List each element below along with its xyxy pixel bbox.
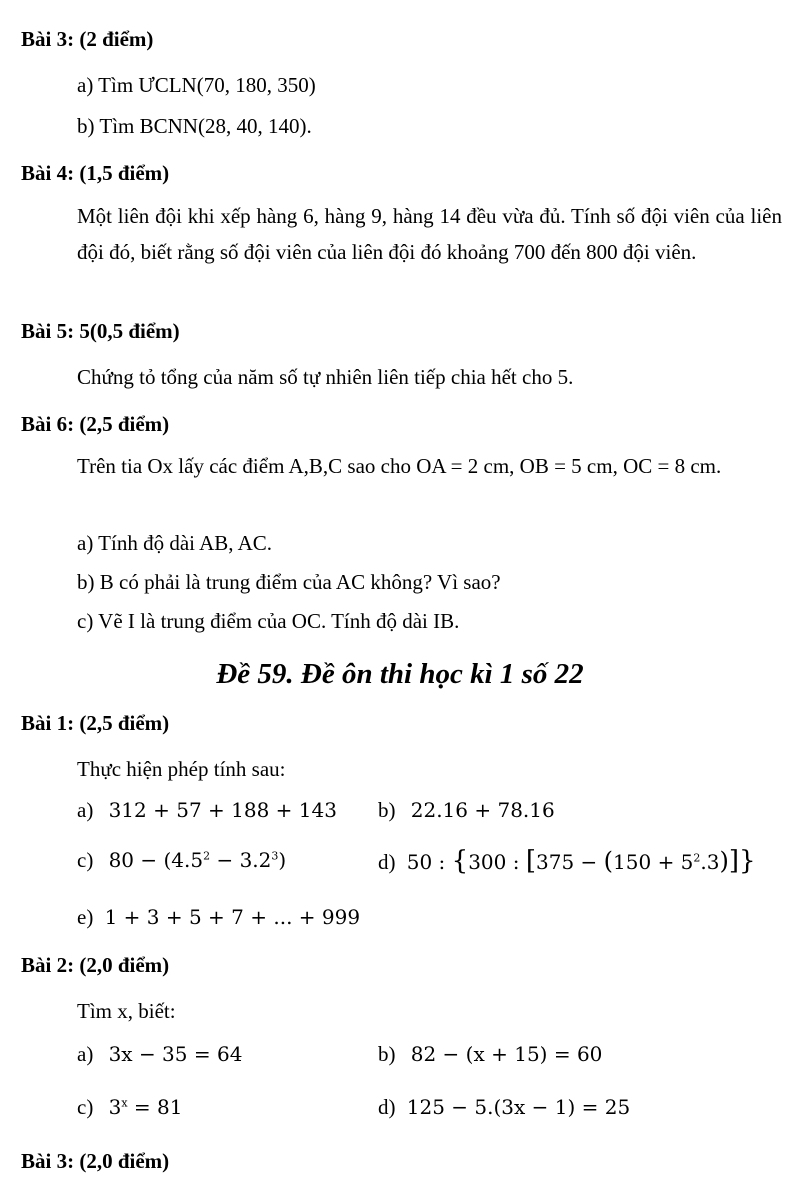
p2-bai1-d — [378, 845, 756, 879]
p2-bai2-b-expr: 82 − (x + 15) = 60 — [410, 1042, 603, 1066]
p2-bai2-c — [77, 1094, 182, 1121]
p2-bai2-a-expr: 3x − 35 = 64 — [108, 1042, 243, 1066]
bai3-item-a: a) Tìm ƯCLN(70, 180, 350) — [77, 73, 316, 97]
bai6-item-b: b) B có phải là trung điểm của AC không? Vì sao? — [77, 570, 501, 594]
p2-bai2-c-label: c) — [77, 1095, 94, 1119]
exam-title: Đề 59. Đề ôn thi học kì 1 số 22 — [216, 658, 584, 690]
bai4-text: Một liên đội khi xếp hàng 6, hàng 9, hàng 14 đều vừa đủ. Tính số đội viên của liên đội đó, biết rằng số đội viên của liên đội đó khoảng 700 đến 800 đội viên. — [77, 204, 782, 264]
p2-bai2-d — [378, 1094, 630, 1121]
bai6-item-c: c) Vẽ I là trung điểm của OC. Tính độ dài IB. — [77, 609, 460, 633]
p2-bai1-e-label: e) — [77, 905, 94, 929]
bai6-item-a: a) Tính độ dài AB, AC. — [77, 531, 273, 555]
bai3-item-b: b) Tìm BCNN(28, 40, 140). — [77, 114, 312, 138]
p2-bai2-b-label: b) — [378, 1042, 396, 1066]
p2-bai1-b — [378, 797, 555, 824]
p2-bai1-c — [77, 847, 286, 874]
p2-bai2-c-expr: $3^x = 81$ — [108, 1095, 183, 1119]
p2-bai2-b — [378, 1041, 602, 1068]
p2-bai1-a-expr: 312 + 57 + 188 + 143 — [108, 798, 337, 822]
p2-bai2-d-expr: 125 − 5.(3x − 1) = 25 — [406, 1095, 631, 1119]
p2-bai1-c-label: c) — [77, 848, 94, 872]
p2-bai1-c-expr: $80 - (4.5^2 - 3.2^3)$ — [108, 848, 287, 872]
p2-bai1-a-label: a) — [77, 798, 94, 822]
p2-bai1-e-expr: 1 + 3 + 5 + 7 + ... + 999 — [104, 905, 361, 929]
p2-bai1-d-expr: 50 : {300 : $[375 - (150 + 5^2.3)]$} — [406, 846, 756, 876]
p2-bai2-a — [77, 1041, 242, 1068]
p2-bai1-b-label: b) — [378, 798, 396, 822]
p2-bai2-a-label: a) — [77, 1042, 94, 1066]
p2-bai2-intro: Tìm x, biết: — [77, 999, 176, 1023]
p2-bai3-heading: Bài 3: (2,0 điểm) — [21, 1149, 170, 1173]
p2-bai1-heading: Bài 1: (2,5 điểm) — [21, 711, 170, 735]
p2-bai1-intro: Thực hiện phép tính sau: — [77, 757, 286, 781]
p2-bai1-d-label: d) — [378, 850, 396, 874]
bai5-heading: Bài 5: 5(0,5 điểm) — [21, 319, 180, 343]
bai5-text: Chứng tỏ tổng của năm số tự nhiên liên tiếp chia hết cho 5. — [77, 365, 574, 389]
p2-bai1-a — [77, 797, 337, 824]
p2-bai2-d-label: d) — [378, 1095, 396, 1119]
bai6-heading: Bài 6: (2,5 điểm) — [21, 412, 170, 436]
bai6-text: Trên tia Ox lấy các điểm A,B,C sao cho OA = 2 cm, OB = 5 cm, OC = 8 cm. — [77, 454, 722, 478]
p2-bai2-heading: Bài 2: (2,0 điểm) — [21, 953, 170, 977]
bai4-heading: Bài 4: (1,5 điểm) — [21, 161, 170, 185]
p2-bai1-b-expr: 22.16 + 78.16 — [410, 798, 555, 822]
p2-bai1-e — [77, 904, 360, 931]
bai3-heading: Bài 3: (2 điểm) — [21, 27, 154, 51]
